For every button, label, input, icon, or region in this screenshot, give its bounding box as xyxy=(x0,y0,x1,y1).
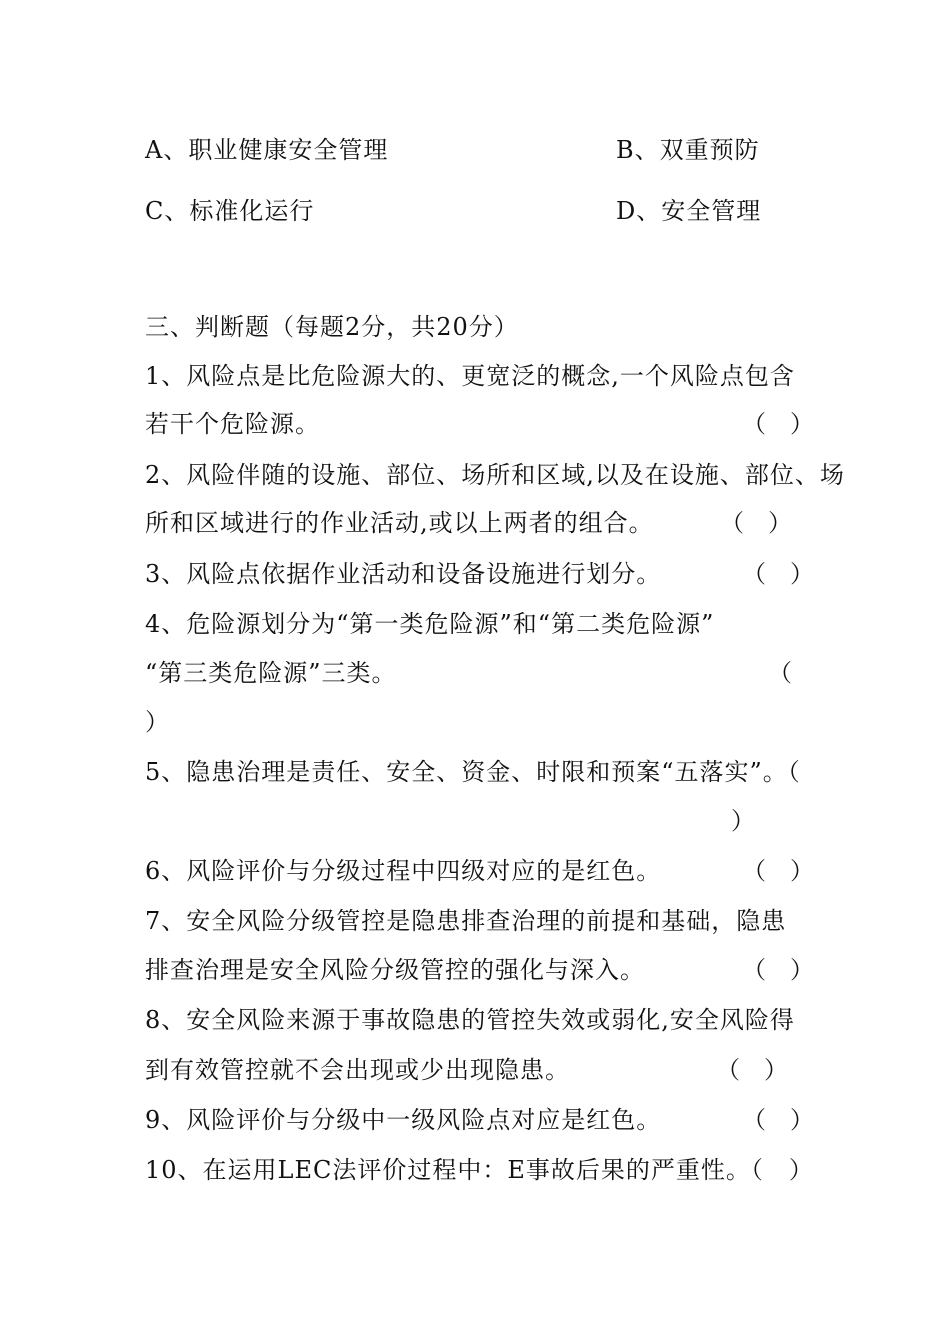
answer-blank-4-open[interactable]: （ xyxy=(768,659,792,687)
answer-blank-5-close[interactable]: ） xyxy=(731,807,755,835)
answer-blank-6[interactable]: （ ） xyxy=(742,857,814,885)
question-8-line-2: 到有效管控就不会出现或少出现隐患。 xyxy=(145,1056,570,1084)
answer-blank-1[interactable]: （ ） xyxy=(742,410,814,438)
question-7-line-2: 排查治理是安全风险分级管控的强化与深入。 xyxy=(145,956,645,984)
question-4-line-2: “第三类危险源”三类。 xyxy=(145,659,397,687)
question-2-line-1: 2、风险伴随的设施、部位、场所和区域,以及在设施、部位、场 xyxy=(145,461,845,489)
question-5-line-1: 5、隐患治理是责任、安全、资金、时限和预案“五落实”。（ xyxy=(145,758,801,786)
answer-blank-3[interactable]: （ ） xyxy=(742,560,814,588)
option-a: A、职业健康安全管理 xyxy=(145,136,389,164)
question-7-line-1: 7、安全风险分级管控是隐患排查治理的前提和基础，隐患 xyxy=(145,907,787,935)
question-8-line-1: 8、安全风险来源于事故隐患的管控失效或弱化,安全风险得 xyxy=(145,1006,795,1034)
option-b: B、双重预防 xyxy=(616,136,760,164)
question-1-line-1: 1、风险点是比危险源大的、更宽泛的概念,一个风险点包含 xyxy=(145,362,795,390)
option-d: D、安全管理 xyxy=(616,197,762,225)
answer-blank-7[interactable]: （ ） xyxy=(742,956,814,984)
question-2-line-2: 所和区域进行的作业活动,或以上两者的组合。 xyxy=(145,509,654,537)
answer-blank-9[interactable]: （ ） xyxy=(742,1106,814,1134)
question-4-line-1: 4、危险源划分为“第一类危险源”和“第二类危险源” xyxy=(145,610,715,638)
answer-blank-2[interactable]: （ ） xyxy=(720,509,792,537)
answer-blank-8[interactable]: （ ） xyxy=(716,1056,788,1084)
option-c: C、标准化运行 xyxy=(145,197,315,225)
section-title: 三、判断题（每题2分，共20分） xyxy=(145,313,519,341)
question-3-line-1: 3、风险点依据作业活动和设备设施进行划分。 xyxy=(145,560,662,588)
question-9-line-1: 9、风险评价与分级中一级风险点对应是红色。 xyxy=(145,1106,662,1134)
question-6-line-1: 6、风险评价与分级过程中四级对应的是红色。 xyxy=(145,857,662,885)
question-10-line-1: 10、在运用LEC法评价过程中：E事故后果的严重性。（ ） xyxy=(145,1156,814,1184)
question-1-line-2: 若干个危险源。 xyxy=(145,410,320,438)
answer-blank-4-close[interactable]: ） xyxy=(145,708,169,736)
